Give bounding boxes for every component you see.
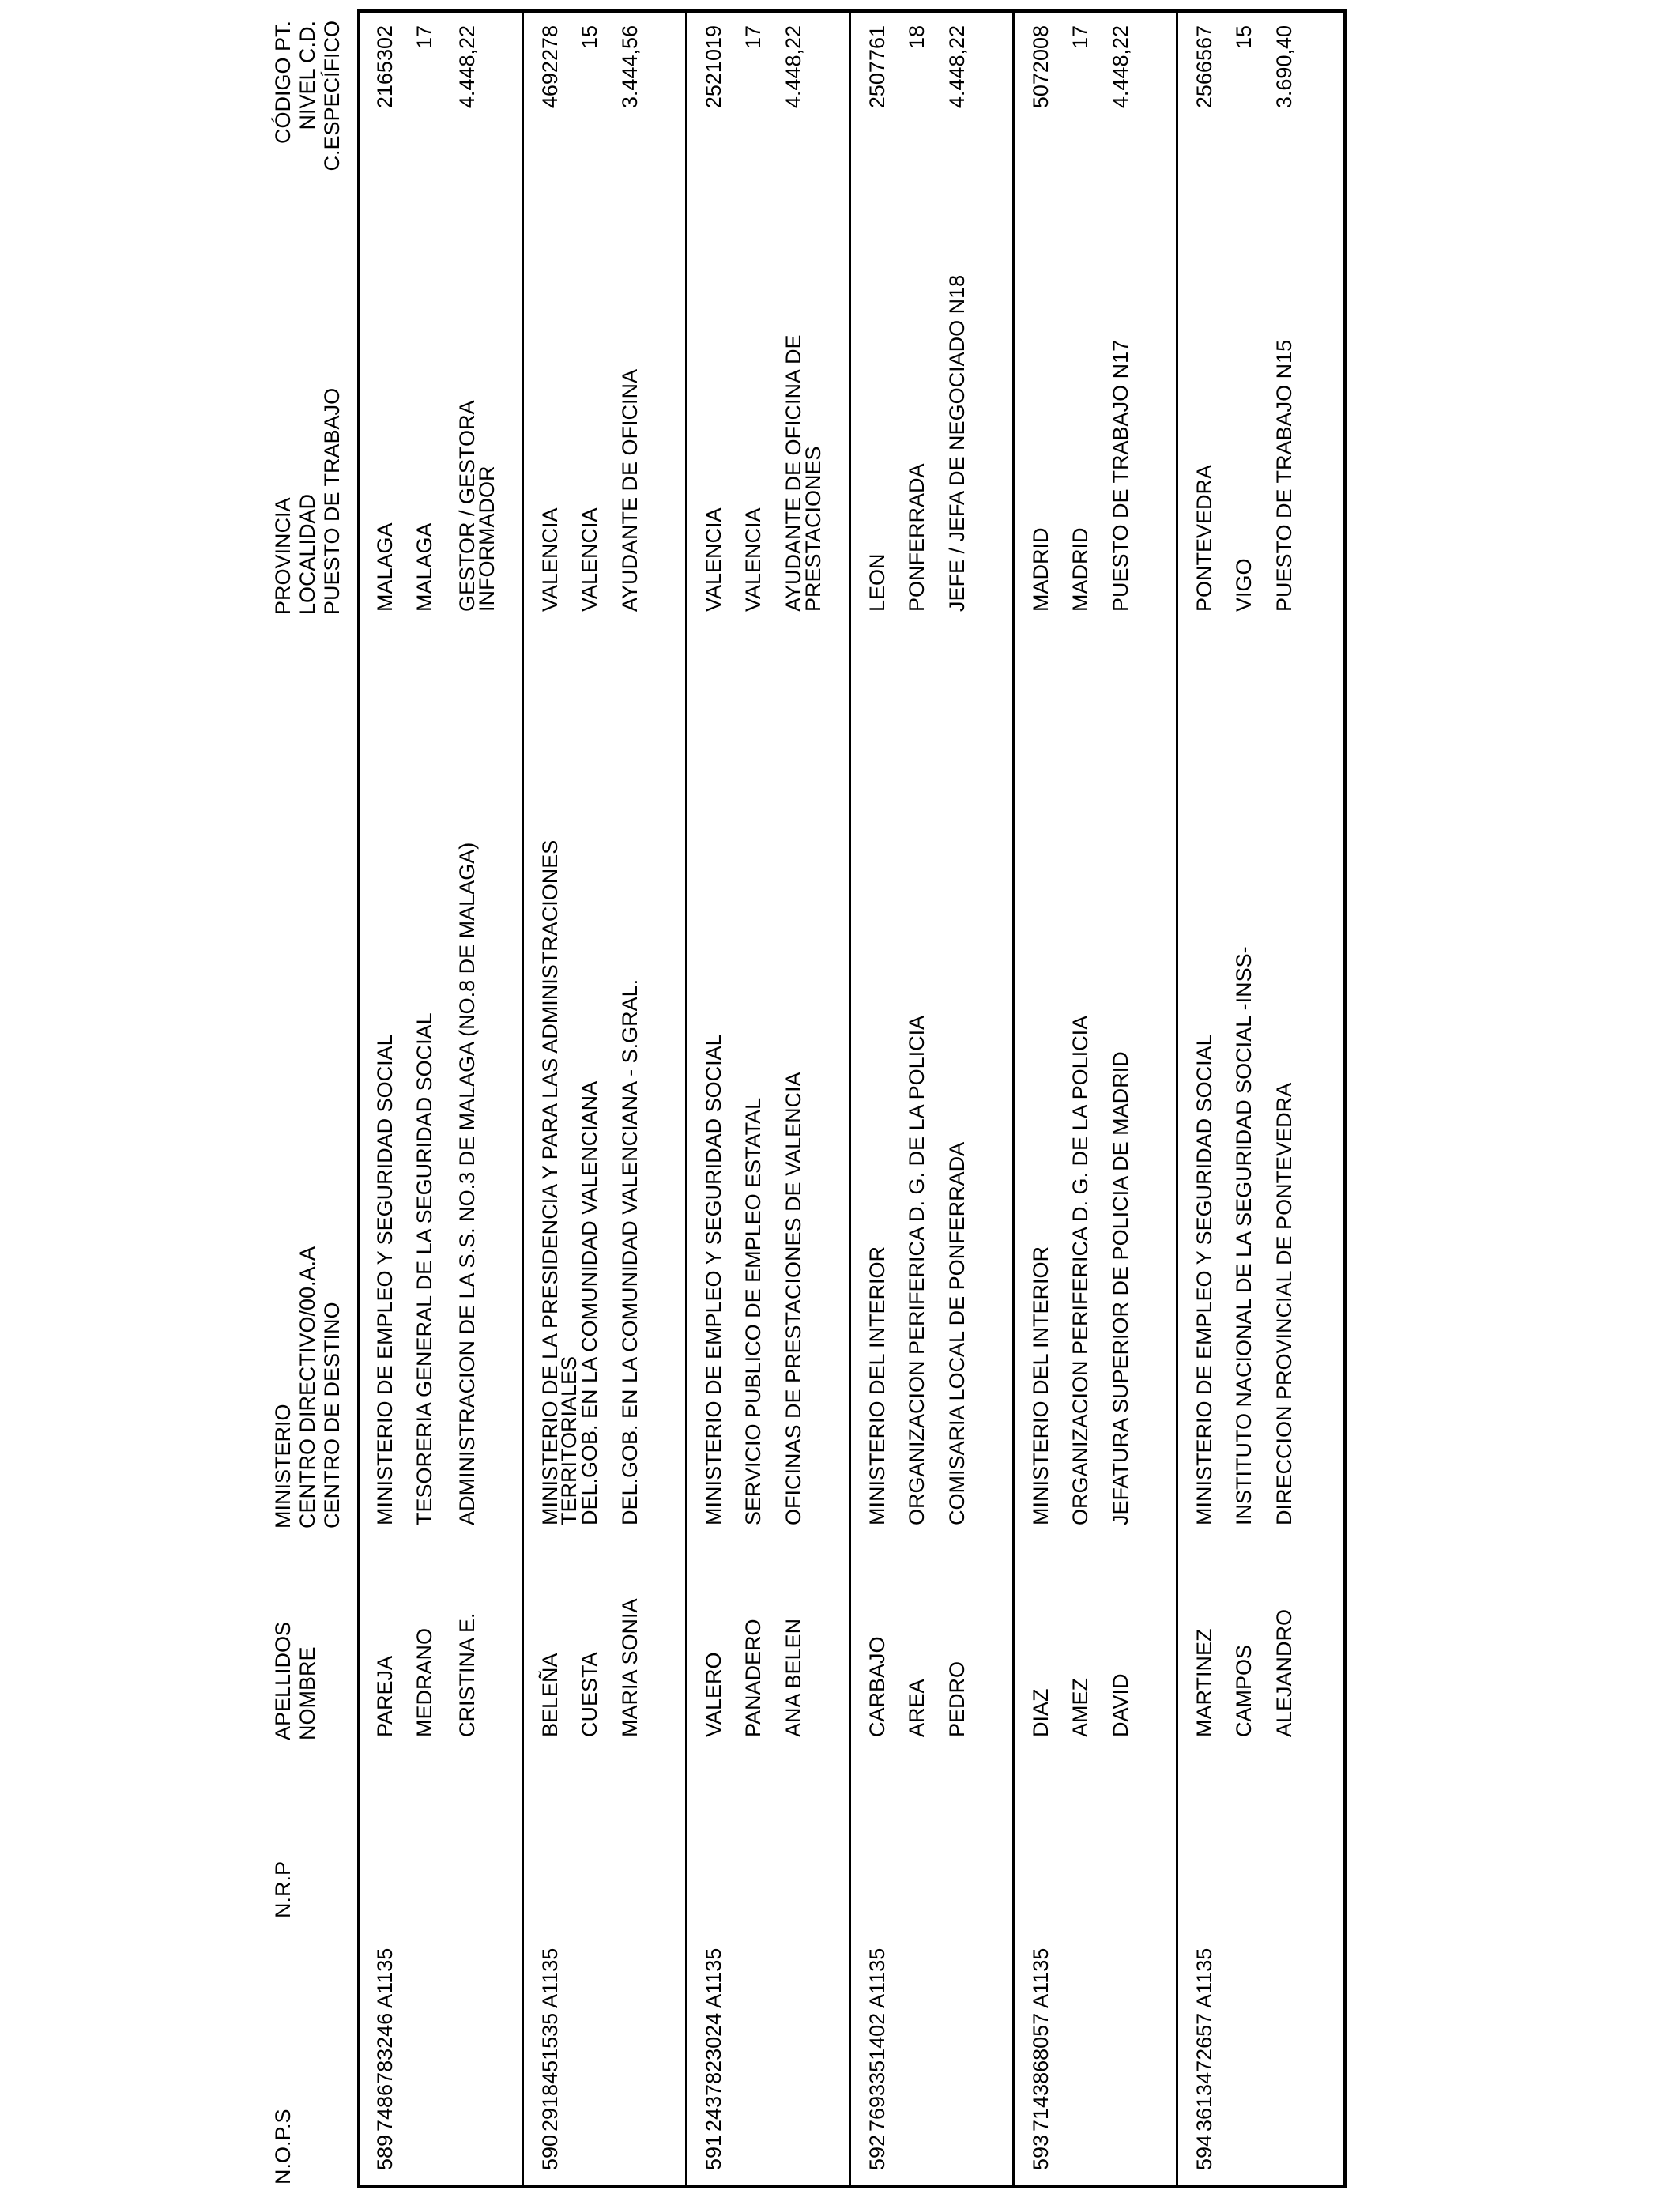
header-centro-directivo-label: CENTRO DIRECTIVO/00.A.A — [296, 1246, 319, 1529]
nrp-cell: 7143868057 A1135 — [1029, 1947, 1053, 2132]
apellido1-cell: CARBAJO — [865, 1636, 889, 1737]
header-provincia-localidad-puesto — [271, 388, 345, 615]
header-ministerio-label: MINISTERIO — [271, 1404, 295, 1529]
especifico-cell: 3.444,56 — [618, 25, 642, 109]
nivel-cell: 15 — [1232, 25, 1256, 50]
codigo-cell: 4692278 — [538, 25, 562, 109]
table-row — [1178, 13, 1343, 2185]
provincia-cell: PONTEVEDRA — [1192, 464, 1216, 612]
apellido1-cell: MARTINEZ — [1192, 1628, 1216, 1737]
header-nops-label: N.O.P.S — [271, 2109, 295, 2185]
provincia-cell: VALENCIA — [702, 507, 725, 612]
apellido1-cell: PAREJA — [373, 1655, 397, 1737]
centro-destino-cell: DIRECCION PROVINCIAL DE PONTEVEDRA — [1272, 1082, 1296, 1525]
nivel-cell: 17 — [741, 25, 765, 50]
centro-directivo-cell: DEL.GOB. EN LA COMUNIDAD VALENCIANA — [578, 1080, 601, 1525]
ministerio-cell-line1: MINISTERIO DE LA PRESIDENCIA Y PARA LAS ADMINISTRACIONES — [538, 839, 562, 1525]
nops-cell: 594 — [1192, 2134, 1216, 2170]
especifico-cell: 4.448,22 — [782, 25, 805, 109]
nrp-cell: 2437823024 A1135 — [702, 1947, 725, 2132]
nivel-cell: 15 — [578, 25, 601, 50]
header-nrp — [271, 1861, 296, 1918]
provincia-cell: MALAGA — [373, 522, 397, 612]
centro-destino-cell: JEFATURA SUPERIOR DE POLICIA DE MADRID — [1109, 1051, 1132, 1525]
localidad-cell: VIGO — [1232, 558, 1256, 612]
ministerio-cell-line2: TERRITORIALES — [557, 1355, 581, 1525]
centro-destino-cell: DEL.GOB. EN LA COMUNIDAD VALENCIANA - S.GRAL. — [618, 978, 642, 1525]
header-localidad-label: LOCALIDAD — [296, 493, 319, 615]
codigo-cell: 5072008 — [1029, 25, 1053, 109]
nops-cell: 591 — [702, 2134, 725, 2170]
especifico-cell: 3.690,40 — [1272, 25, 1296, 109]
table-row — [1015, 13, 1178, 2185]
table-row — [687, 13, 851, 2185]
codigo-cell: 2521019 — [702, 25, 725, 109]
puesto-cell-line1: AYUDANTE DE OFICINA DE — [782, 334, 805, 612]
centro-directivo-cell: SERVICIO PUBLICO DE EMPLEO ESTATAL — [741, 1097, 765, 1525]
localidad-cell: MADRID — [1068, 527, 1092, 612]
centro-directivo-cell: INSTITUTO NACIONAL DE LA SEGURIDAD SOCIAL -INSS- — [1232, 946, 1256, 1525]
header-codigo-label: CÓDIGO PT. — [271, 21, 295, 145]
table-row — [524, 13, 687, 2185]
header-nombre-label: NOMBRE — [296, 1646, 319, 1740]
nrp-cell: 3613472657 A1135 — [1192, 1947, 1216, 2132]
header-centro-destino-label: CENTRO DE DESTINO — [320, 1302, 344, 1529]
localidad-cell: PONFERRADA — [905, 463, 929, 612]
header-nrp-label: N.R.P — [271, 1860, 295, 1918]
nombre-cell: ALEJANDRO — [1272, 1608, 1296, 1737]
ministerio-cell: MINISTERIO DE EMPLEO Y SEGURIDAD SOCIAL — [1192, 1034, 1216, 1525]
apellido1-cell: BELEÑA — [538, 1653, 562, 1737]
puesto-cell-line1: GESTOR / GESTORA — [455, 400, 479, 612]
centro-directivo-cell: ORGANIZACION PERIFERICA D. G. DE LA POLICIA — [1068, 1015, 1092, 1525]
centro-destino-cell: COMISARIA LOCAL DE PONFERRADA — [945, 1141, 969, 1525]
apellido2-cell: AMEZ — [1068, 1677, 1092, 1737]
especifico-cell: 4.448,22 — [945, 25, 969, 109]
nivel-cell: 18 — [905, 25, 929, 50]
apellido1-cell: VALERO — [702, 1652, 725, 1737]
nombre-cell: DAVID — [1109, 1673, 1132, 1737]
puesto-cell-line2: INFORMADOR — [475, 466, 499, 612]
codigo-cell: 2507761 — [865, 25, 889, 109]
nrp-cell: 7693351402 A1135 — [865, 1947, 889, 2132]
ministerio-cell: MINISTERIO DEL INTERIOR — [865, 1246, 889, 1525]
nrp-cell: 7486783246 A1135 — [373, 1947, 397, 2132]
nivel-cell: 17 — [1068, 25, 1092, 50]
especifico-cell: 4.448,22 — [455, 25, 479, 109]
apellido2-cell: MEDRANO — [412, 1627, 436, 1737]
header-nops — [271, 2109, 296, 2185]
centro-directivo-cell: ORGANIZACION PERIFERICA D. G. DE LA POLICIA — [905, 1015, 929, 1525]
puesto-cell: AYUDANTE DE OFICINA — [618, 368, 642, 612]
ministerio-cell: MINISTERIO DE EMPLEO Y SEGURIDAD SOCIAL — [373, 1034, 397, 1525]
nombre-cell: PEDRO — [945, 1661, 969, 1737]
nops-cell: 593 — [1029, 2134, 1053, 2170]
nombre-cell: CRISTINA E. — [455, 1612, 479, 1737]
localidad-cell: MALAGA — [412, 522, 436, 612]
localidad-cell: VALENCIA — [578, 507, 601, 612]
header-puesto-label: PUESTO DE TRABAJO — [320, 387, 344, 615]
centro-destino-cell: OFICINAS DE PRESTACIONES DE VALENCIA — [782, 1072, 805, 1525]
centro-directivo-cell: TESORERIA GENERAL DE LA SEGURIDAD SOCIAL — [412, 1012, 436, 1525]
nops-cell: 592 — [865, 2134, 889, 2170]
provincia-cell: MADRID — [1029, 527, 1053, 612]
table-row — [851, 13, 1015, 2185]
codigo-cell: 2165302 — [373, 25, 397, 109]
nops-cell: 589 — [373, 2134, 397, 2170]
puesto-cell: PUESTO DE TRABAJO N17 — [1109, 339, 1132, 612]
puesto-cell-line2: PRESTACIONES — [801, 446, 825, 612]
especifico-cell: 4.448,22 — [1109, 25, 1132, 109]
nivel-cell: 17 — [412, 25, 436, 50]
centro-destino-cell: ADMINISTRACION DE LA S.S. NO.3 DE MALAGA (NO.8 DE MALAGA) — [455, 842, 479, 1525]
localidad-cell: VALENCIA — [741, 507, 765, 612]
apellido2-cell: PANADERO — [741, 1619, 765, 1737]
codigo-cell: 2566567 — [1192, 25, 1216, 109]
nrp-cell: 2918451535 A1135 — [538, 1947, 562, 2132]
header-nivel-label: NIVEL C.D. — [296, 21, 319, 130]
header-provincia-label: PROVINCIA — [271, 497, 295, 615]
puesto-cell: PUESTO DE TRABAJO N15 — [1272, 339, 1296, 612]
apellido1-cell: DIAZ — [1029, 1688, 1053, 1737]
table-row — [360, 13, 524, 2185]
header-apellidos-label: APELLIDOS — [271, 1621, 295, 1740]
provincia-cell: VALENCIA — [538, 507, 562, 612]
nombre-cell: ANA BELEN — [782, 1618, 805, 1737]
provincia-cell: LEON — [865, 553, 889, 612]
puesto-cell: JEFE / JEFA DE NEGOCIADO N18 — [945, 274, 969, 612]
apellido2-cell: AREA — [905, 1679, 929, 1737]
records-table — [357, 9, 1347, 2188]
header-apellidos-nombre — [271, 1622, 320, 1740]
ministerio-cell: MINISTERIO DEL INTERIOR — [1029, 1246, 1053, 1525]
ministerio-cell: MINISTERIO DE EMPLEO Y SEGURIDAD SOCIAL — [702, 1034, 725, 1525]
apellido2-cell: CUESTA — [578, 1652, 601, 1737]
nombre-cell: MARIA SONIA — [618, 1598, 642, 1737]
nops-cell: 590 — [538, 2134, 562, 2170]
header-codigo-nivel-especifico — [271, 21, 345, 218]
apellido2-cell: CAMPOS — [1232, 1644, 1256, 1737]
header-especifico-label: C.ESPECÍFICO — [320, 21, 344, 172]
header-ministerio-centro — [271, 1246, 345, 1529]
